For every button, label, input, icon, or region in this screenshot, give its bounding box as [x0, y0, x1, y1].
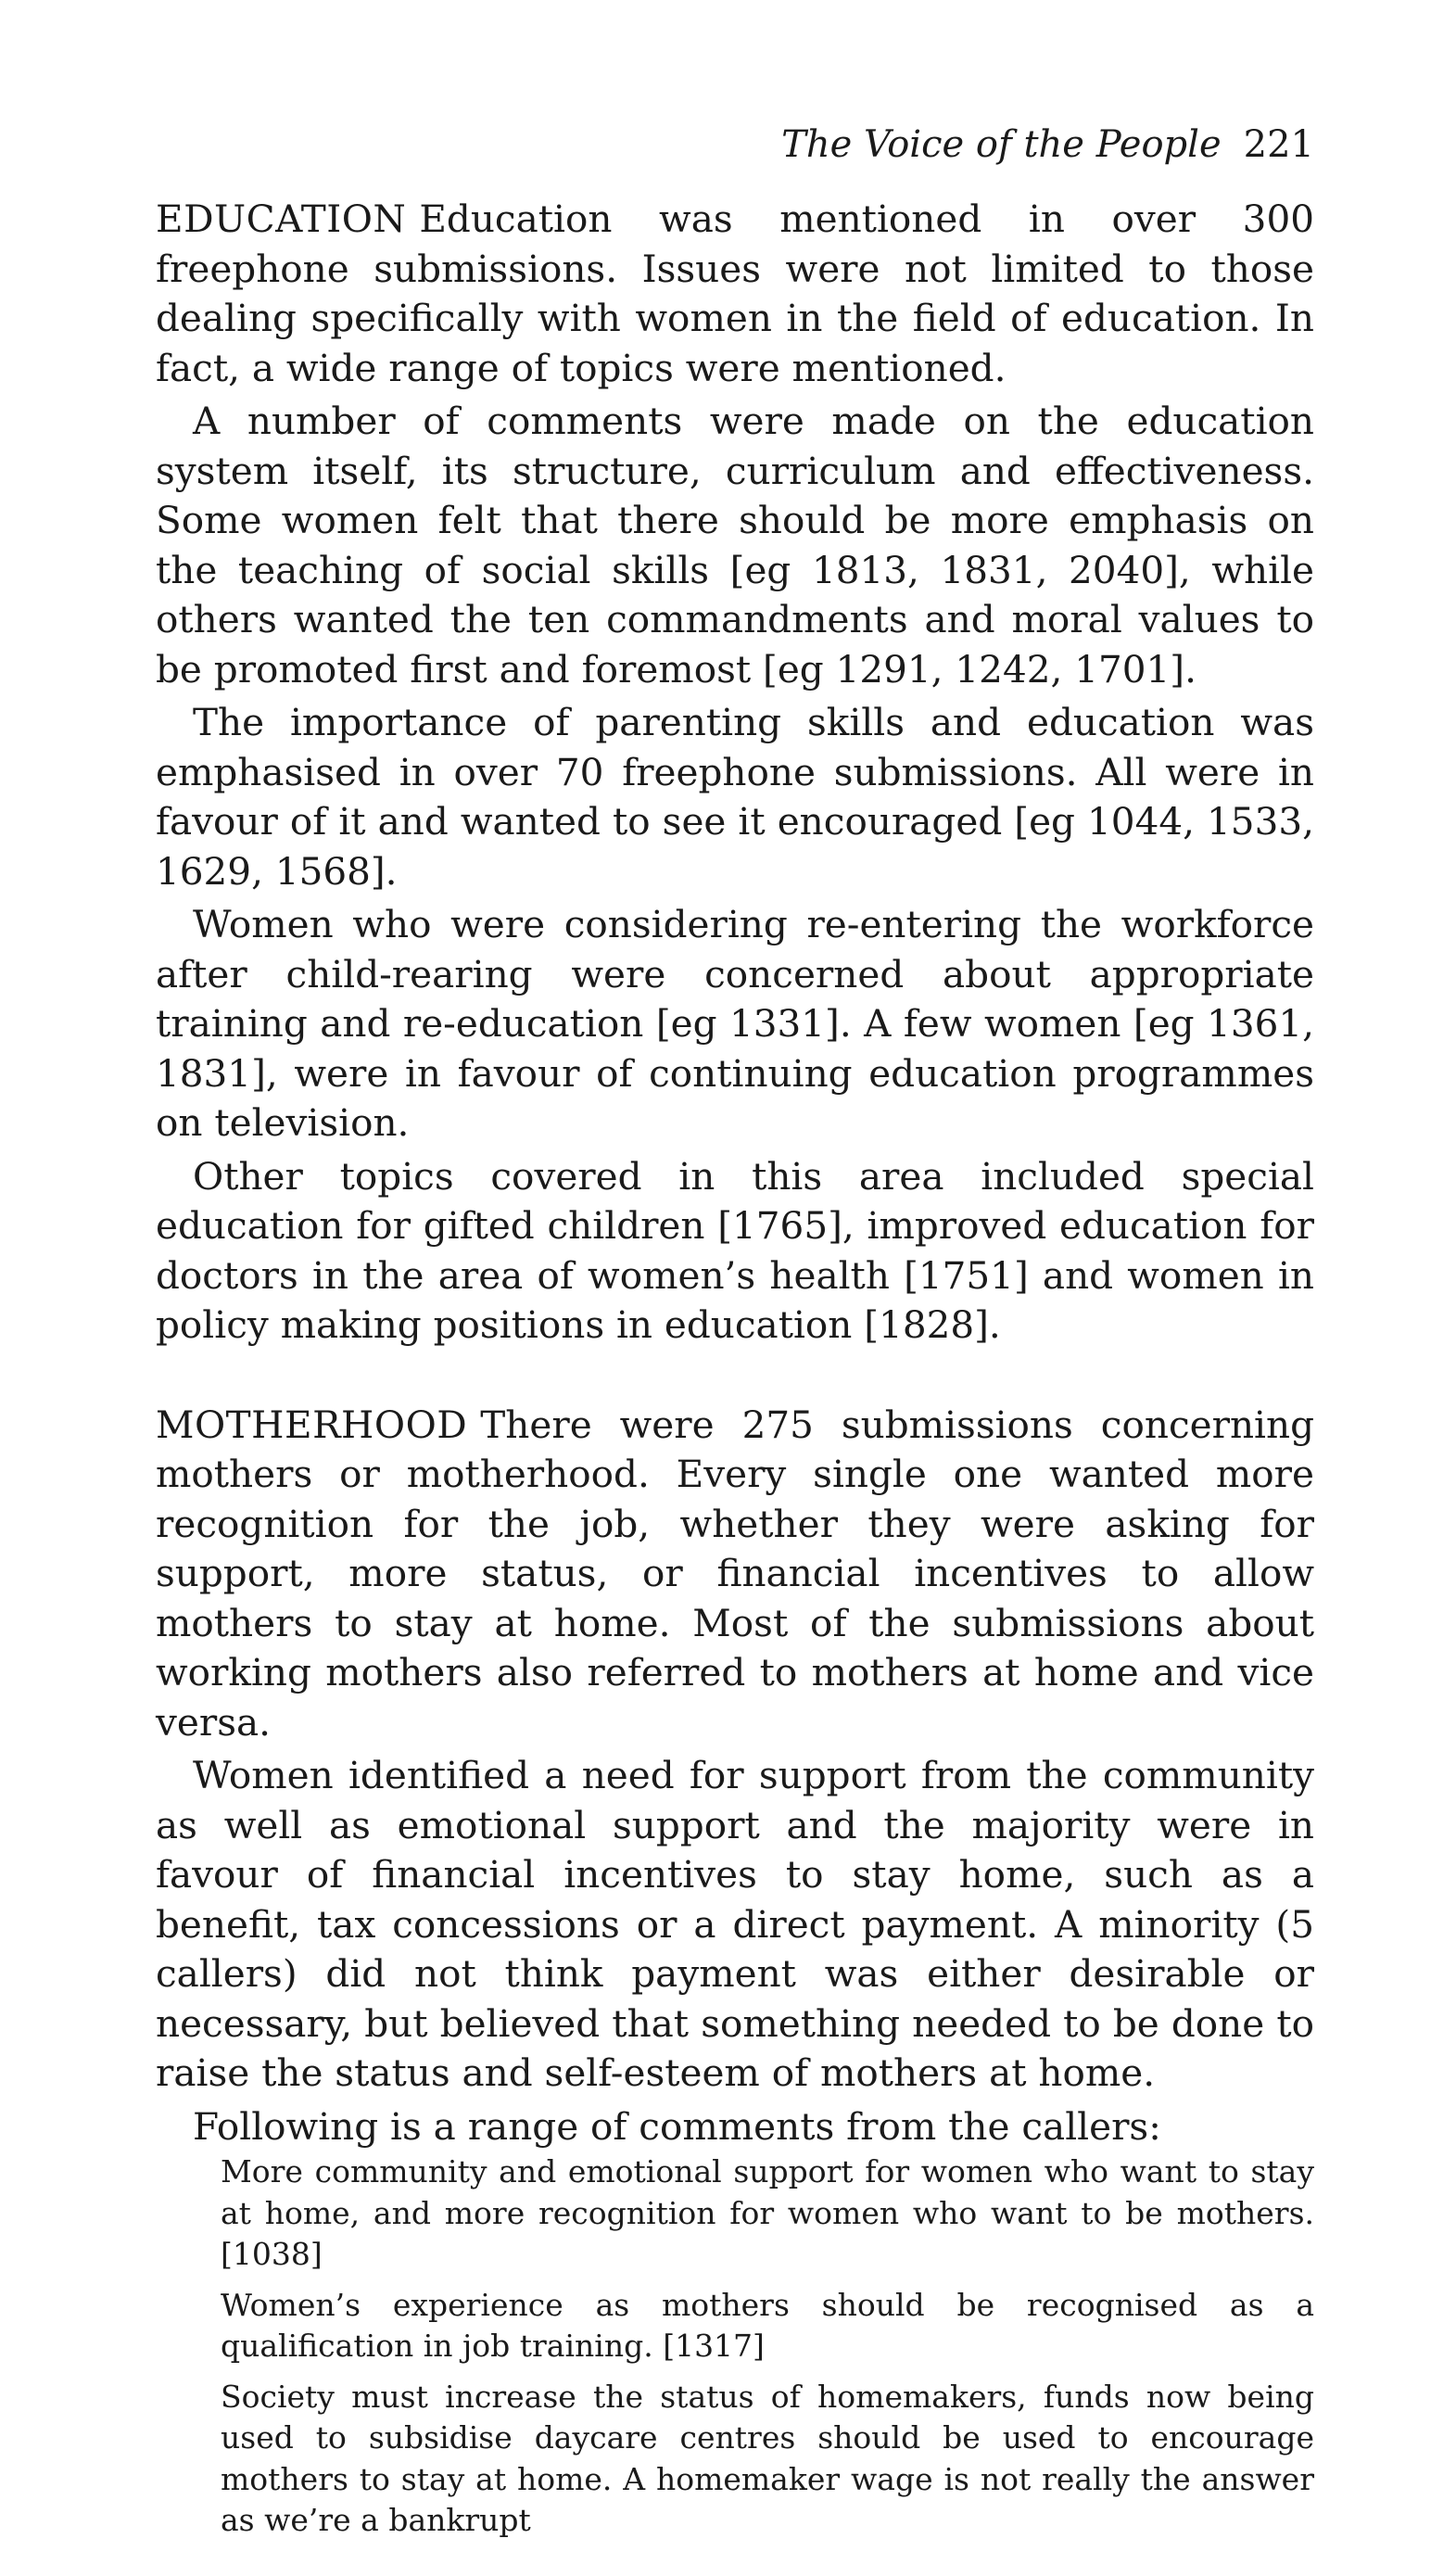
education-paragraph-5: Other topics covered in this area included special education for gifted children [1765], improved education for doctors in the area of women’s health [1751] and women in policy making positions in education [1828].	[156, 1153, 1314, 1347]
motherhood-paragraph-1	[156, 1401, 1314, 1748]
caller-quote: Society must increase the status of homemakers, funds now being used to subsidise daycare centres should be used to encourage mothers to stay at home. A homemaker wage is not really the answer as we’re a bankrupt	[221, 2378, 1314, 2538]
education-paragraph-2: A number of comments were made on the education system itself, its structure, curriculum and effectiveness. Some women felt that there should be more emphasis on the teaching of social skills [eg 1813, 1831, 2040], while others wanted the ten commandments and moral values to be promoted first and foremost [eg 1291, 1242, 1701].	[156, 399, 1314, 692]
motherhood-paragraph-1-text: There were 275 submissions concerning mothers or motherhood. Every single one wanted more recognition for the job, whether they were asking for support, more status, or financial incentives to allow mothers to stay at home. Most of the submissions about working mothers also referred to mothers at home and vice versa.	[156, 1402, 1314, 1745]
motherhood-paragraph-2: Women identified a need for support from the community as well as emotional support and the majority were in favour of financial incentives to stay home, such as a benefit, tax concessions or a direct payment. A minority (5 callers) did not think payment was either desirable or necessary, but believed that something needed to be done to raise the status and self-esteem of mothers at home.	[156, 1753, 1314, 2095]
section-education	[156, 195, 1314, 1351]
caller-quote: More community and emotional support for women who want to stay at home, and more recognition for women who want to be mothers. [1038]	[221, 2153, 1314, 2272]
motherhood-heading: MOTHERHOOD	[156, 1402, 468, 1447]
education-paragraph-1	[156, 195, 1314, 393]
page-number: 221	[1243, 123, 1314, 166]
motherhood-paragraph-3: Following is a range of comments from the callers:	[193, 2103, 1161, 2149]
education-paragraph-3: The importance of parenting skills and education was emphasised in over 70 freephone submissions. All were in favour of it and wanted to see it encouraged [eg 1044, 1533, 1629, 1568].	[156, 700, 1314, 894]
running-head-title: The Voice of the People	[781, 123, 1222, 166]
book-page	[156, 121, 1314, 2551]
caller-quote: Women’s experience as mothers should be recognised as a qualification in job training. [1317]	[221, 2286, 1314, 2364]
education-heading: EDUCATION	[156, 197, 407, 241]
running-head	[156, 121, 1314, 169]
education-paragraph-4: Women who were considering re-entering the workforce after child-rearing were concerned about appropriate training and re-education [eg 1331]. A few women [eg 1361, 1831], were in favour of continuing education programmes on television.	[156, 902, 1314, 1145]
education-paragraph-1-text: Education was mentioned in over 300 freephone submissions. Issues were not limited to those dealing specifically with women in the field of education. In fact, a wide range of topics were mentioned.	[156, 197, 1314, 390]
section-motherhood	[156, 1401, 1314, 2542]
